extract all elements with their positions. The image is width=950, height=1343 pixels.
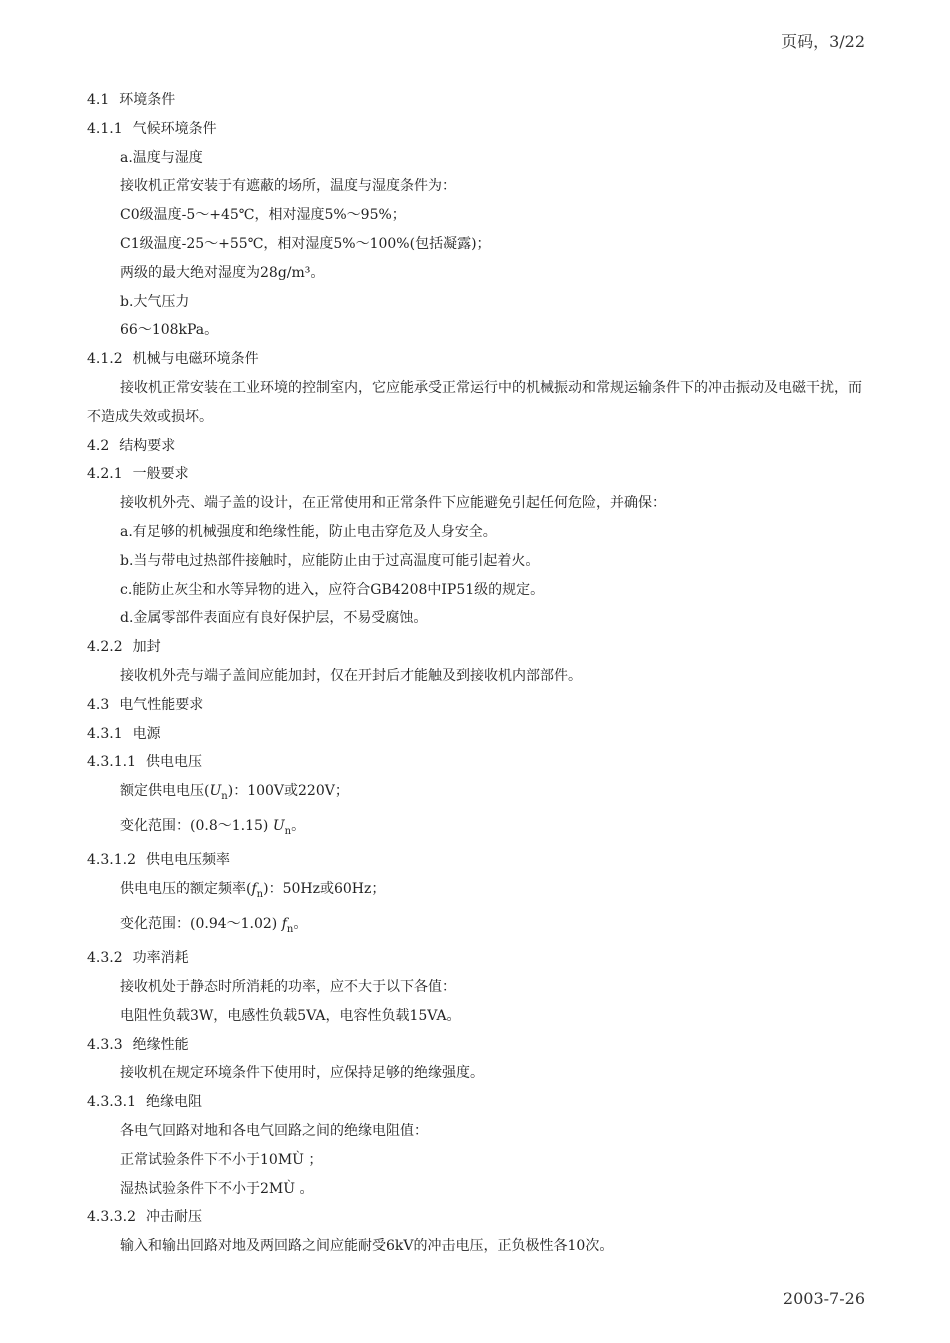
section-number: 4.3.1	[87, 725, 123, 742]
body-line: 各电气回路对地和各电气回路之间的绝缘电阻值：	[120, 1123, 428, 1140]
section-title: 供电电压频率	[145, 852, 230, 869]
body-line: C1级温度-25～+55℃，相对湿度5%～100%(包括凝露)；	[120, 235, 491, 252]
section-heading	[87, 633, 867, 662]
body-line: a.有足够的机械强度和绝缘性能，防止电击穿危及人身安全。	[120, 523, 497, 540]
body-line: c.能防止灰尘和水等异物的进入，应符合GB4208中IP51级的规定。	[120, 581, 545, 598]
section-title: 机械与电磁环境条件	[132, 351, 259, 368]
section-heading	[87, 460, 867, 489]
body-line: 电阻性负载3W，电感性负载5VA，电容性负载15VA。	[120, 1007, 461, 1024]
formula-line	[87, 875, 867, 910]
formula-suffix: 。	[293, 915, 308, 932]
section-title: 绝缘性能	[132, 1036, 189, 1053]
body-line: C0级温度-5～+45℃，相对湿度5%～95%；	[120, 207, 406, 224]
page-number: 页码，3/22	[781, 32, 865, 51]
document-body	[87, 86, 867, 1261]
section-heading	[87, 1031, 867, 1060]
body-paragraph: 接收机正常安装在工业环境的控制室内，它应能承受正常运行中的机械振动和常规运输条件下的冲击振动及电磁干扰，而不造成失效或损坏。	[87, 379, 862, 425]
variable-subscript: n	[256, 888, 264, 900]
section-title: 环境条件	[119, 92, 176, 108]
section-heading	[87, 1088, 867, 1117]
section-heading	[87, 432, 867, 461]
section-title: 冲击耐压	[145, 1209, 202, 1226]
section-heading	[87, 720, 867, 749]
document-date: 2003-7-26	[782, 1289, 865, 1308]
variable-symbol: f	[281, 915, 287, 932]
body-line: 接收机在规定环境条件下使用时，应保持足够的绝缘强度。	[120, 1065, 484, 1082]
section-number: 4.1	[87, 92, 110, 108]
section-number: 4.1.2	[87, 351, 123, 368]
section-title: 电源	[132, 725, 161, 742]
section-heading	[87, 944, 867, 973]
section-heading	[87, 115, 867, 144]
formula-suffix: )：100V或220V；	[227, 783, 349, 800]
section-number: 4.2.2	[87, 639, 123, 656]
body-line: 接收机外壳、端子盖的设计，在正常使用和正常条件下应能避免引起任何危险，并确保：	[120, 495, 666, 512]
formula-line	[87, 777, 867, 812]
section-number: 4.3.2	[87, 950, 123, 967]
section-title: 绝缘电阻	[145, 1094, 202, 1111]
section-heading	[87, 691, 867, 720]
variable-subscript: n	[284, 825, 292, 837]
section-heading	[87, 1203, 867, 1232]
section-number: 4.3.3.2	[87, 1209, 136, 1226]
section-number: 4.2.1	[87, 466, 123, 483]
section-heading	[87, 86, 867, 115]
variable-symbol: U	[272, 817, 285, 834]
body-line: b.当与带电过热部件接触时，应能防止由于过高温度可能引起着火。	[120, 552, 540, 569]
body-line: 输入和输出回路对地及两回路之间应能耐受6kV的冲击电压，正负极性各10次。	[120, 1238, 614, 1255]
body-line: 两级的最大绝对湿度为28g/m³。	[120, 264, 325, 281]
body-line: d.金属零部件表面应有良好保护层，不易受腐蚀。	[120, 610, 428, 627]
section-heading	[87, 345, 867, 374]
body-line: 湿热试验条件下不小于2MÙ 。	[120, 1180, 314, 1197]
formula-prefix: 变化范围：(0.94～1.02)	[120, 915, 282, 932]
formula-prefix: 额定供电电压(	[120, 783, 210, 800]
body-line: 接收机正常安装于有遮蔽的场所，温度与湿度条件为：	[120, 178, 456, 195]
section-number: 4.3.3.1	[87, 1094, 136, 1111]
body-line: 正常试验条件下不小于10MÙ ；	[120, 1151, 323, 1168]
variable-symbol: f	[251, 881, 257, 898]
section-title: 供电电压	[145, 754, 202, 771]
variable-subscript: n	[286, 923, 294, 935]
section-title: 一般要求	[132, 466, 189, 483]
body-line: 接收机外壳与端子盖间应能加封，仅在开封后才能触及到接收机内部部件。	[120, 667, 582, 684]
body-line: 接收机处于静态时所消耗的功率，应不大于以下各值：	[120, 979, 456, 996]
section-number: 4.3.3	[87, 1036, 123, 1053]
section-title: 功率消耗	[132, 950, 189, 967]
variable-symbol: U	[209, 783, 222, 800]
formula-suffix: 。	[291, 817, 306, 834]
section-number: 4.1.1	[87, 120, 123, 137]
body-line: b.大气压力	[120, 293, 190, 310]
section-title: 加封	[132, 639, 161, 656]
body-line: 66～108kPa。	[120, 322, 219, 339]
section-title: 电气性能要求	[119, 696, 204, 713]
formula-line	[87, 910, 867, 945]
section-number: 4.3.1.1	[87, 754, 136, 771]
section-number: 4.2	[87, 437, 110, 454]
formula-line	[87, 812, 867, 847]
formula-prefix: 供电电压的额定频率(	[120, 881, 252, 898]
section-number: 4.3	[87, 696, 110, 713]
section-heading	[87, 748, 867, 777]
variable-subscript: n	[221, 790, 228, 802]
formula-prefix: 变化范围：(0.8～1.15)	[120, 817, 273, 834]
formula-suffix: )：50Hz或60Hz；	[263, 881, 386, 898]
section-title: 结构要求	[119, 437, 176, 454]
body-line: a.温度与湿度	[120, 149, 203, 166]
section-title: 气候环境条件	[132, 120, 217, 137]
section-number: 4.3.1.2	[87, 852, 136, 869]
section-heading	[87, 846, 867, 875]
